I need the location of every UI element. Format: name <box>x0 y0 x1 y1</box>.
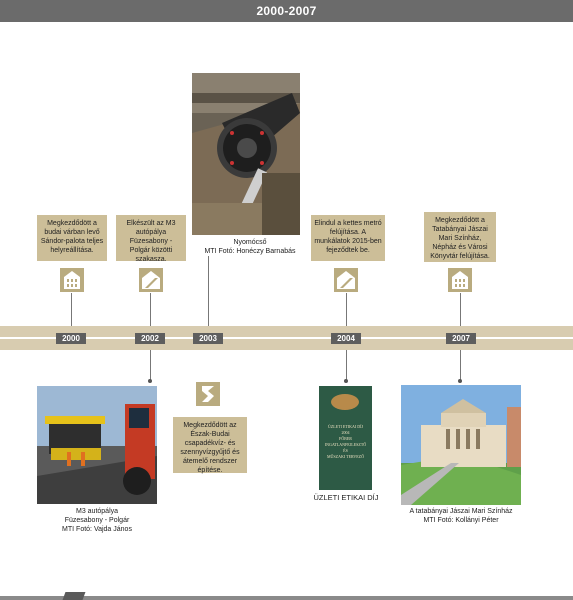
photo-pipe <box>192 73 300 235</box>
connector-dot <box>148 379 152 383</box>
connector-2003 <box>208 256 209 333</box>
award-plaque-image <box>319 386 372 490</box>
road-icon <box>139 268 163 292</box>
award-plaque-text: MŰSZAKI TERVEZŐ <box>326 454 365 459</box>
connector-dot <box>344 379 348 383</box>
award-plaque-text: ÉS <box>343 448 348 453</box>
caption-award: ÜZLETI ETIKAI DÍJ <box>313 493 379 502</box>
page-title: 2000-2007 <box>256 4 317 18</box>
connector-dot <box>458 379 462 383</box>
note-2003: Megkezdődött az Észak-Budai csapadékvíz- és szennyvízgyűjtő és átemelő rendszer építése. <box>173 417 247 473</box>
photo-m3-motorway <box>37 386 157 504</box>
header-bar <box>0 0 573 22</box>
caption-pipe: Nyomócső MTI Fotó: Honéczy Barnabás <box>204 239 296 255</box>
note-2002: Elkészült az M3 autópálya Füzesabony - Polgár közötti szakasza. <box>116 215 186 261</box>
footer-bar <box>0 596 573 600</box>
footer-notch <box>63 592 86 600</box>
award-plaque-text: ÜZLETI ETIKAI DÍJ <box>327 424 364 429</box>
building-icon <box>60 268 84 292</box>
building-icon <box>448 268 472 292</box>
award-plaque-text: INGATLANFEJLESZTŐ <box>324 442 367 447</box>
award-plaque-text: 2004 <box>341 430 350 435</box>
year-label-2007: 2007 <box>446 333 476 344</box>
note-2004: Elindul a kettes metró felújítása. A munkálatok 2015-ben fejeződtek be. <box>311 215 385 261</box>
road-icon <box>334 268 358 292</box>
award-plaque-text: FŐBER <box>339 436 352 441</box>
caption-theatre: A tatabányai Jászai Mari Színház MTI Fotó: Kollányi Péter <box>409 508 513 524</box>
caption-m3: M3 autópálya Füzesabony - Polgár MTI Fotó: Vajda János <box>62 508 132 533</box>
note-2007: Megkezdődött a Tatabányai Jászai Mari Színház, Népház és Városi Könyvtár felújítása. <box>424 212 496 262</box>
note-2000: Megkezdődött a budai várban levő Sándor-palota teljes helyreállítása. <box>37 215 107 261</box>
year-label-2000: 2000 <box>56 333 86 344</box>
water-icon <box>196 382 220 406</box>
year-label-2002: 2002 <box>135 333 165 344</box>
year-label-2004: 2004 <box>331 333 361 344</box>
year-label-2003: 2003 <box>193 333 223 344</box>
photo-theatre <box>401 385 521 505</box>
